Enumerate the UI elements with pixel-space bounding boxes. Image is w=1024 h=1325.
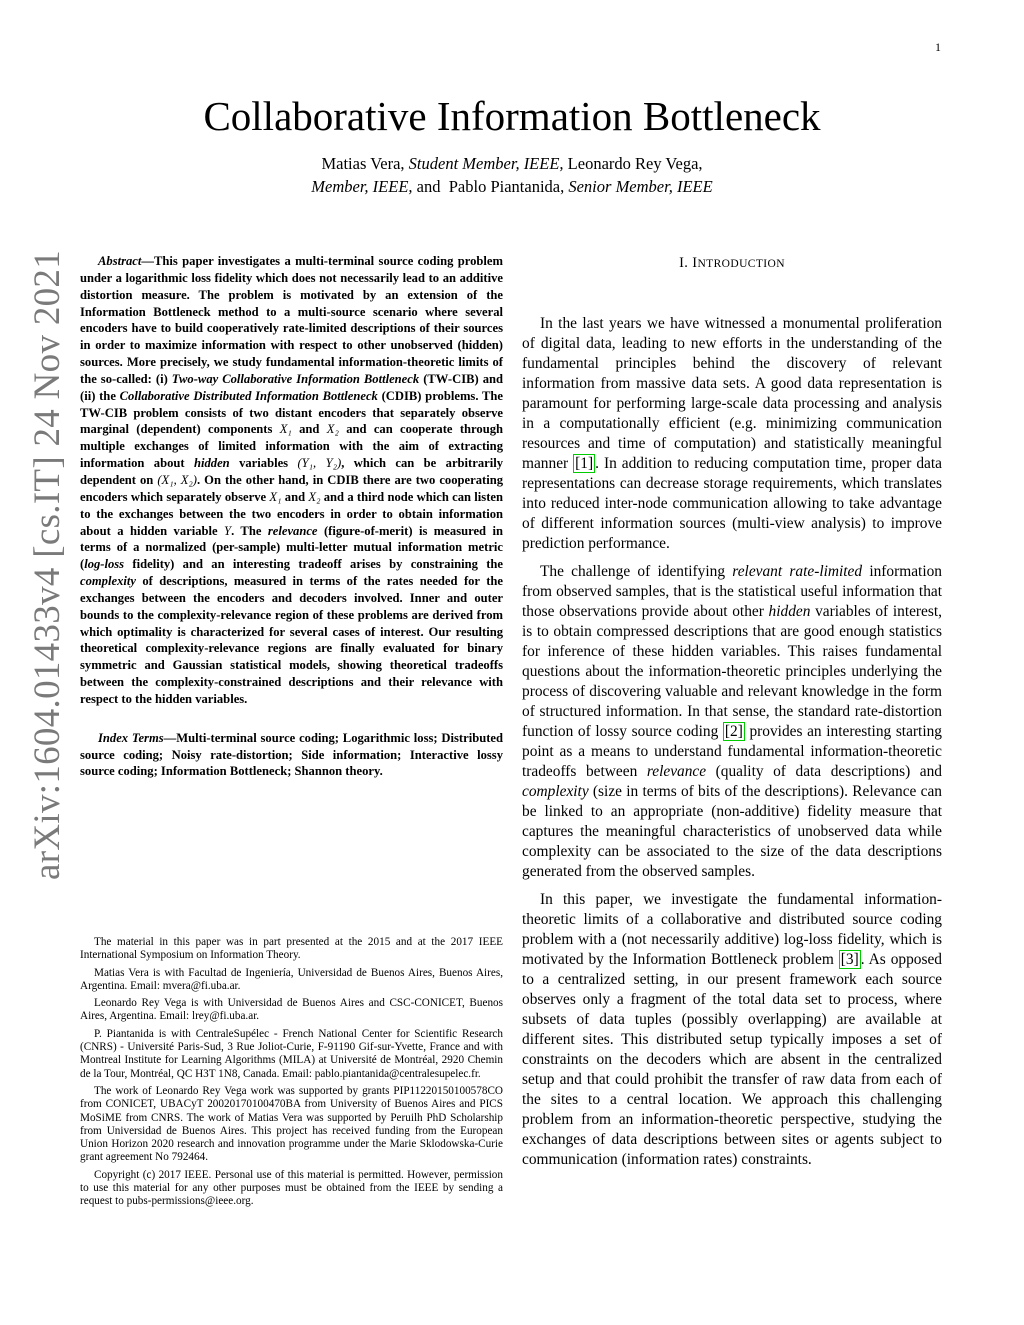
author-line-2 [0, 175, 1024, 198]
author-vera: Matias Vera, [321, 154, 405, 173]
author-piantanida: Pablo Piantanida, [448, 177, 565, 196]
section-heading-introduction: I. INTRODUCTION [679, 255, 785, 271]
citation-link-3[interactable]: [3] [840, 951, 859, 968]
author-reyvega: Leonardo Rey Vega, [567, 154, 703, 173]
citation-link-1[interactable]: [1] [575, 455, 594, 472]
footnote-copyright: Copyright (c) 2017 IEEE. Personal use of this material is permitted. However, permission to use this material for any other purposes must be obtained from the IEEE by sending a request to pubs-permissions@ieee.org. [80, 1168, 503, 1208]
intro-paragraph-2: The challenge of identifying relevant rate-limited information from observed samples, that is the statistical useful information that those observations provide about other hidden variables of interest, is to obtain compressed descriptions that are good enough statistics for inference of these hidden variables. This raises fundamental questions about the information-theoretic principles underlying the process of discovering valuable and relevant knowledge in the form of structured information. In that sense, the standard rate-distortion function of lossy source coding [2] provides an interesting starting point as a means to understand fundamental information-theoretic tradeoffs between relevance (quality of data descriptions) and complexity (size in terms of bits of the descriptions). Relevance can be linked to an appropriate (non-additive) fidelity measure that captures the meaningful characteristics of unobserved data while complexity can be associated to the size of the data descriptions generated from the observed samples. [522, 563, 942, 880]
author-reyvega-role: Member, IEEE, [311, 177, 413, 196]
author-vera-role: Student Member, IEEE, [408, 154, 564, 173]
author-and: and [416, 177, 441, 196]
right-column [522, 253, 942, 1178]
footnote-funding: The work of Leonardo Rey Vega work was supported by grants PIP11220150100578CO from CONICET, UBACyT 20020170100470BA from University of Buenos Aires and PICS MoSiME from CNRS. The work of Matias Vera was supported by Peruilh PhD Scholarship from Universidad de Buenos Aires. This project has received funding from the European Union Horizon 2020 research and innovation programme under the Marie Sklodowska-Curie grant agreement No 792464. [80, 1084, 503, 1164]
footnote-reyvega: Leonardo Rey Vega is with Universidad de Buenos Aires and CSC-CONICET, Buenos Aires, Argentina. Email: lrey@fi.uba.ar. [80, 997, 503, 1023]
abstract-heading: Abstract [98, 254, 142, 268]
index-terms-heading: Index Terms [98, 730, 164, 745]
author-block [0, 152, 1024, 198]
author-line-1 [0, 152, 1024, 175]
footnote-presentation: The material in this paper was in part presented at the 2015 and at the 2017 IEEE International Symposium on Information Theory. [80, 936, 503, 962]
footnote-vera: Matias Vera is with Facultad de Ingeniería, Universidad de Buenos Aires, Buenos Aires, Argentina. Email: mvera@fi.uba.ar. [80, 966, 503, 992]
intro-paragraph-3: In this paper, we investigate the fundamental information-theoretic limits of a collaborative and distributed source coding problem with a (not necessarily additive) log-loss fidelity, which is motivated by the Information Bottleneck problem [3] . As opposed to a centralized setting, in our present framework each source observes only a fragment of the total data set to process, where subsets of data tuples (possibly overlapping) are available at different sites. This distributed setup typically imposes a set of constraints on the decoders which are absent in the centralized setup and that could prohibit the transfer of raw data from each of the sites to a central location. We approach this challenging problem from an information-theoretic perspective, studying the exchanges of data descriptions between sites or agents subject to communication (information rates) constraints. [522, 891, 942, 1168]
arxiv-stamp: arXiv:1604.01433v4 [cs.IT] 24 Nov 2021 [27, 249, 68, 880]
paper-title: Collaborative Information Bottleneck [203, 93, 821, 139]
citation-link-2[interactable]: [2] [724, 723, 743, 740]
index-terms: Index Terms—Multi-terminal source coding; Logarithmic loss; Distributed source coding; Noisy rate-distortion; Side information; Interactive lossy source coding; Information Bottleneck; Shannon theory. [80, 730, 503, 779]
left-column [80, 253, 503, 780]
footnotes [80, 936, 503, 1213]
abstract: Abstract—This paper investigates a multi-terminal source coding problem under a logarithmic loss fidelity which does not necessarily lead to an additive distortion measure. The problem is motivated by an extension of the Information Bottleneck method to a multi-source scenario where several encoders have to build cooperatively rate-limited descriptions of their sources in order to maximize information with respect to other unobserved (hidden) sources. More precisely, we study fundamental information-theoretic limits of the so-called: (i) Two-way Collaborative Information Bottleneck (TW-CIB) and (ii) the Collaborative Distributed Information Bottleneck (CDIB) problems. The TW-CIB problem consists of two distant encoders that separately observe marginal (dependent) components X₁ and X₂ and can cooperate through multiple exchanges of limited information with the aim of extracting information about hidden variables (Y₁, Y₂), which can be arbitrarily dependent on (X₁, X₂). On the other hand, in CDIB there are two cooperating encoders which separately observe X₁ and X₂ and a third node which can listen to the exchanges between the two encoders in order to obtain information about a hidden variable Y. The relevance (figure-of-merit) is measured in terms of a normalized (per-sample) multi-letter mutual information metric (log-loss fidelity) and an interesting tradeoff arises by constraining the complexity of descriptions, measured in terms of the rates needed for the exchanges between the encoders and decoders involved. Inner and outer bounds to the complexity-relevance region of these problems are derived from which optimality is characterized for several cases of interest. Our resulting theoretical complexity-relevance regions are finally evaluated for binary symmetric and Gaussian statistical models, showing theoretical tradeoffs between the complexity-constrained descriptions and their relevance with respect to the hidden variables. [80, 254, 504, 706]
intro-paragraph-1: In the last years we have witnessed a monumental proliferation of digital data, leading to new efforts in the understanding of the fundamental principles behind the discovery of relevant information from massive data sets. A good data representation is paramount for performing large-scale data processing and analysis in a computationally efficient (e.g. minimizing communication resources and time of computation) and statistically meaningful manner [1] . In addition to reducing computation time, proper data representations can decrease storage requirements, which translates into reduced inter-node communication allowing to take advantage of different information sources (multi-view analysis) to improve prediction performance. [522, 315, 942, 552]
author-piantanida-role: Senior Member, IEEE [568, 177, 713, 196]
footnote-piantanida: P. Piantanida is with CentraleSupélec - French National Center for Scientific Research (CNRS) - Université Paris-Sud, 3 Rue Joliot-Curie, F-91190 Gif-sur-Yvette, France and with Montreal Institute for Learning Algorithms (MILA) at Université de Montréal, 2920 Chemin de la Tour, Montréal, QC H3T 1N8, Canada. Email: pablo.piantanida@centralesupelec.fr. [80, 1027, 503, 1080]
page-number: 1 [935, 40, 941, 54]
